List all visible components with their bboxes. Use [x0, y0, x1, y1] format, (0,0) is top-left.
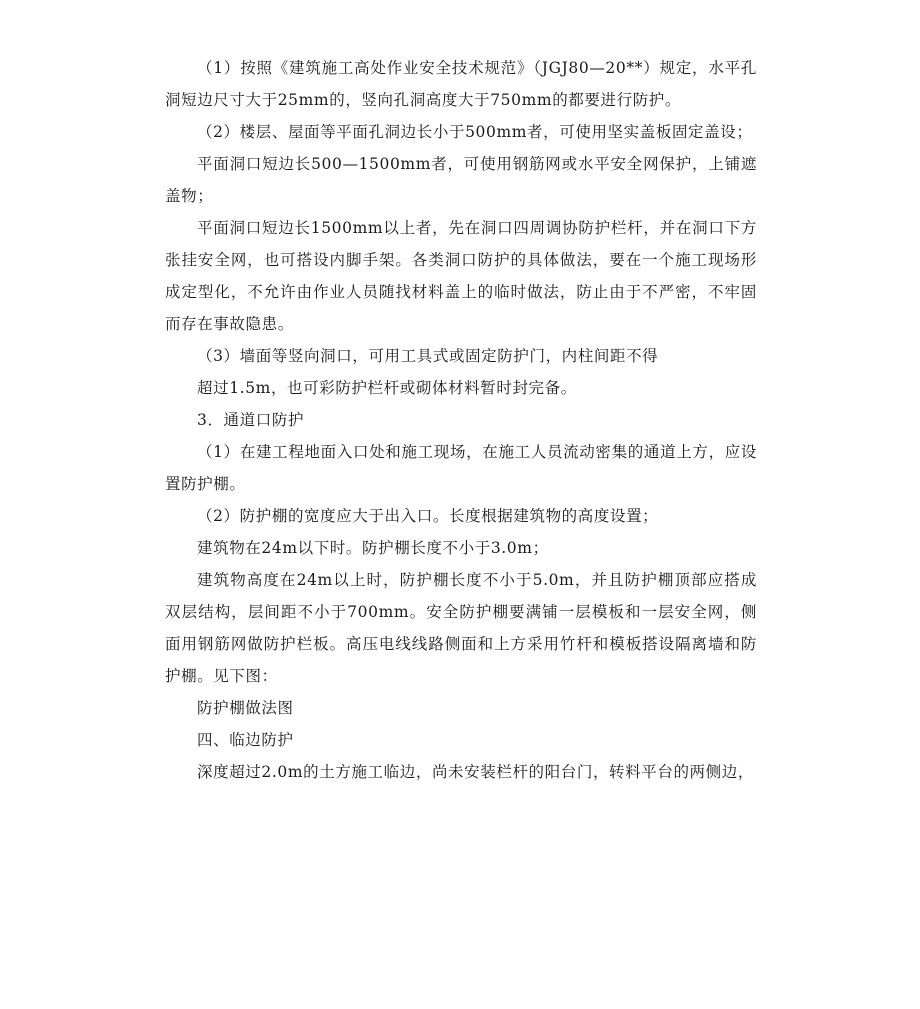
- paragraph-floor-opening-large: 平面洞口短边长1500mm以上者，先在洞口四周调协防护栏杆，并在洞口下方张挂安全网，也可搭设内脚手架。各类洞口防护的具体做法，要在一个施工现场形成定型化，不允许由作业人员随找材料盖上的临时做法，防止由于不严密，不牢固而存在事故隐患。: [165, 219, 757, 333]
- paragraph-canopy-over-24m: 建筑物高度在24m以上时，防护棚长度不小于5.0m，并且防护棚顶部应搭成双层结构，层间距不小于700mm。安全防护棚要满铺一层模板和一层安全网，侧面用钢筋网做防护栏板。高压电线线路侧面和上方采用竹杆和模板搭设隔离墙和防护棚。见下图：: [165, 571, 757, 685]
- paragraph-canopy-width: （2）防护棚的宽度应大于出入口。长度根据建筑物的高度设置；: [197, 507, 659, 525]
- paragraph-floor-opening-medium: 平面洞口短边长500—1500mm者，可使用钢筋网或水平安全网保护，上铺遮盖物；: [165, 155, 757, 205]
- paragraph-wall-opening: （3）墙面等竖向洞口，可用工具式或固定防护门，内柱间距不得: [197, 347, 659, 365]
- document-page: [165, 52, 757, 788]
- paragraph-horizontal-opening-rule: （1）按照《建筑施工高处作业安全技术规范》（JGJ80—20**）规定，水平孔洞短边尺寸大于25mm的，竖向孔洞高度大于750mm的都要进行防护。: [165, 59, 757, 109]
- figure-caption-canopy: 防护棚做法图: [197, 699, 294, 717]
- section-heading-passage-protection: 3．通道口防护: [197, 411, 305, 429]
- paragraph-wall-opening-continued: 超过1.5m，也可彩防护栏杆或砌体材料暂时封完备。: [197, 379, 577, 397]
- section-heading-edge-protection: 四、临边防护: [197, 731, 294, 749]
- paragraph-edge-protection: 深度超过2.0m的土方施工临边，尚未安装栏杆的阳台门，转料平台的两侧边，: [197, 763, 754, 781]
- paragraph-floor-opening-small: （2）楼层、屋面等平面孔洞边长小于500mm者，可使用坚实盖板固定盖设；: [197, 123, 753, 141]
- paragraph-canopy-under-24m: 建筑物在24m以下时。防护棚长度不小于3.0m；: [197, 539, 549, 557]
- paragraph-entrance-canopy: （1）在建工程地面入口处和施工现场，在施工人员流动密集的通道上方，应设置防护棚。: [165, 443, 757, 493]
